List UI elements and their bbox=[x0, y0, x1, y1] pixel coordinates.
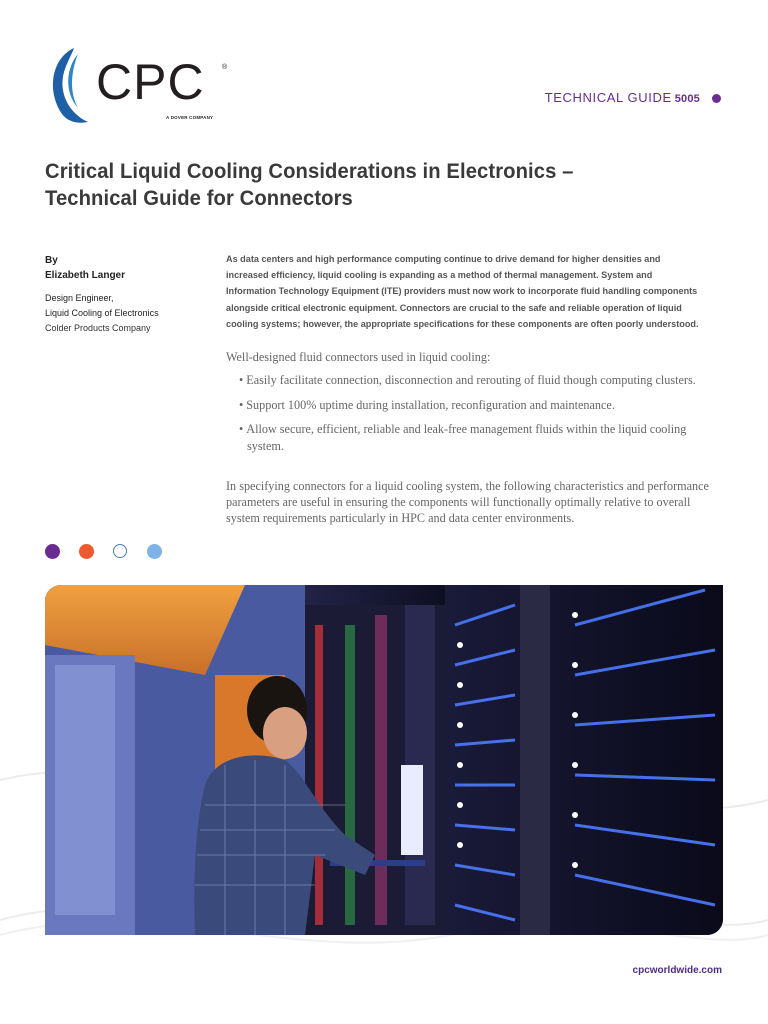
document-title bbox=[45, 158, 665, 212]
intro-paragraph: As data centers and high performance computing continue to drive demand for higher densities and increased efficiency, liquid cooling is expanding as a method of thermal management. System and Information Technology Equipment (ITE) providers must now work to incorporate fluid handling components alongside critical electronic equipment. Connectors are crucial to the safe and reliable operation of liquid cooling systems; however, the appropriate specifications for these components are often poorly understood. bbox=[226, 254, 699, 330]
light-blue-dot bbox=[147, 544, 162, 559]
guide-bullet-dot bbox=[712, 94, 721, 103]
author-company: Colder Products Company bbox=[45, 323, 151, 333]
website-link[interactable]: cpcworldwide.com bbox=[632, 965, 722, 976]
outline-dot bbox=[113, 544, 127, 558]
list-item: • Support 100% uptime during installation, reconfiguration and maintenance. bbox=[236, 397, 696, 414]
author-role-2: Liquid Cooling of Electronics bbox=[45, 308, 159, 318]
author-name: Elizabeth Langer bbox=[45, 270, 126, 281]
technical-guide-label bbox=[545, 90, 700, 105]
server-room-illustration bbox=[45, 585, 723, 935]
body-closing: In specifying connectors for a liquid cooling system, the following characteristics and performance parameters are useful in ensuring the components will functionally optimally relative to overall system requirements particularly in HPC and data center environments. bbox=[226, 479, 709, 525]
author-role-1: Design Engineer, bbox=[45, 293, 114, 303]
author-by: By bbox=[45, 255, 58, 266]
purple-dot bbox=[45, 544, 60, 559]
guide-label-text: TECHNICAL GUIDE bbox=[544, 90, 672, 105]
author-block bbox=[45, 253, 215, 336]
cpc-logo bbox=[44, 44, 234, 126]
cpc-swoosh-icon bbox=[44, 44, 104, 126]
title-line-2: Technical Guide for Connectors bbox=[45, 186, 353, 210]
server-room-photo bbox=[45, 585, 723, 935]
benefits-list bbox=[236, 372, 696, 462]
orange-dot bbox=[79, 544, 94, 559]
logo-wordmark: CPC bbox=[96, 54, 205, 110]
title-line-1: Critical Liquid Cooling Considerations in Electronics – bbox=[45, 159, 574, 183]
decorative-dots bbox=[45, 544, 175, 560]
body-lead: Well-designed fluid connectors used in liquid cooling: bbox=[226, 350, 491, 364]
list-item: • Allow secure, efficient, reliable and leak-free management fluids within the liquid cooling system. bbox=[236, 421, 696, 454]
logo-tagline: A DOVER COMPANY bbox=[166, 115, 214, 120]
guide-number: 5005 bbox=[674, 93, 700, 105]
list-item: • Easily facilitate connection, disconnection and rerouting of fluid though computing clusters. bbox=[236, 372, 696, 389]
registered-mark: ® bbox=[222, 64, 228, 71]
